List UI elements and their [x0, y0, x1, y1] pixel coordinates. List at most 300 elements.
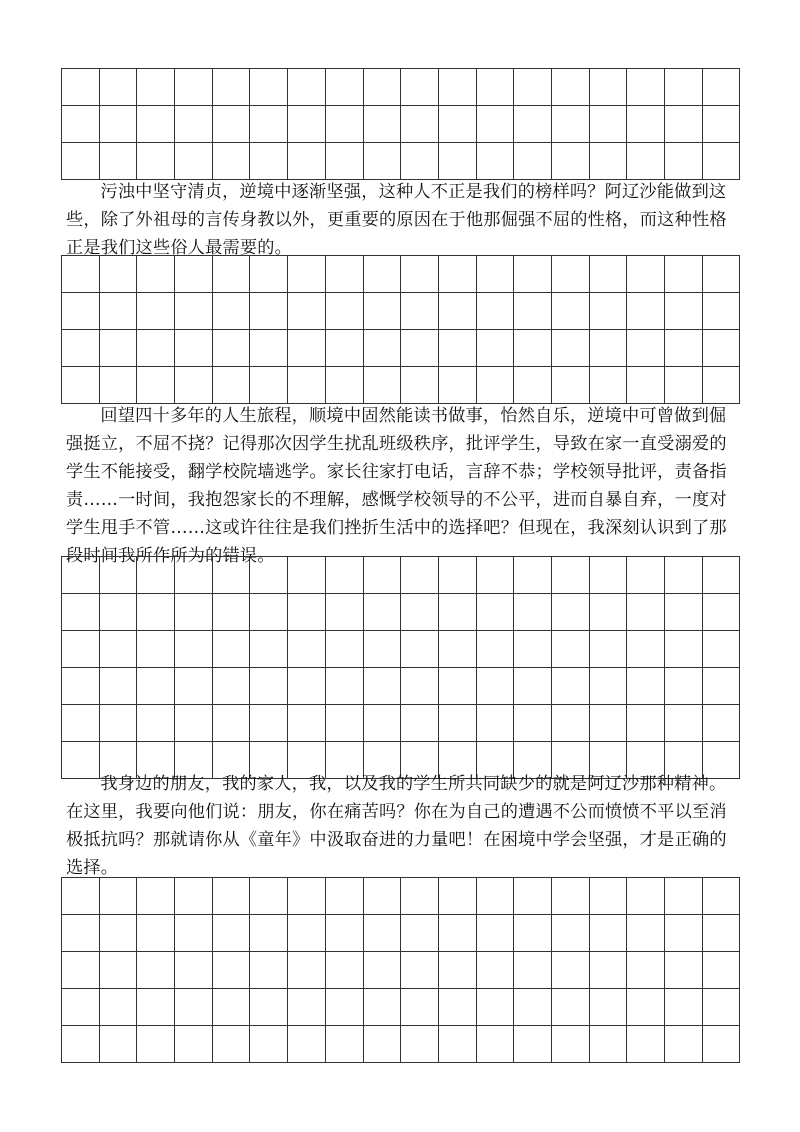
grid-cell [250, 106, 288, 143]
grid-cell [137, 952, 175, 989]
grid-cell [438, 594, 476, 631]
grid-cell [665, 1026, 703, 1063]
grid-cell [514, 106, 552, 143]
grid-cell [363, 668, 401, 705]
grid-cell [702, 952, 740, 989]
grid-cell [438, 367, 476, 404]
grid-cell [476, 1026, 514, 1063]
writing-grid-1 [61, 68, 740, 180]
grid-cell [401, 705, 439, 742]
grid-cell [288, 106, 326, 143]
grid-cell [363, 915, 401, 952]
grid-cell [175, 256, 213, 293]
grid-cell [99, 330, 137, 367]
grid-cell [589, 594, 627, 631]
grid-cell [363, 330, 401, 367]
grid-cell [401, 330, 439, 367]
grid-cell [514, 330, 552, 367]
grid-cell [627, 557, 665, 594]
grid-cell [514, 557, 552, 594]
grid-cell [175, 69, 213, 106]
grid-cell [551, 143, 589, 180]
grid-cell [212, 293, 250, 330]
grid-cell [175, 878, 213, 915]
grid-cell [175, 705, 213, 742]
grid-cell [665, 915, 703, 952]
grid-cell [175, 106, 213, 143]
grid-cell [325, 293, 363, 330]
grid-cell [702, 668, 740, 705]
grid-cell [62, 915, 100, 952]
grid-cell [99, 557, 137, 594]
grid-cell [99, 915, 137, 952]
grid-cell [99, 106, 137, 143]
grid-cell [514, 69, 552, 106]
grid-cell [665, 989, 703, 1026]
grid-row [62, 143, 740, 180]
grid-cell [476, 143, 514, 180]
grid-cell [476, 989, 514, 1026]
grid-cell [250, 668, 288, 705]
grid-cell [702, 1026, 740, 1063]
grid-cell [589, 952, 627, 989]
grid-row [62, 106, 740, 143]
grid-cell [665, 705, 703, 742]
grid-cell [665, 952, 703, 989]
grid-cell [438, 69, 476, 106]
grid-cell [665, 69, 703, 106]
grid-cell [325, 668, 363, 705]
grid-cell [627, 143, 665, 180]
grid-cell [401, 106, 439, 143]
grid-cell [62, 989, 100, 1026]
grid-cell [250, 367, 288, 404]
grid-cell [175, 143, 213, 180]
grid-cell [702, 594, 740, 631]
grid-cell [665, 256, 703, 293]
grid-cell [551, 256, 589, 293]
grid-cell [325, 1026, 363, 1063]
grid-cell [363, 1026, 401, 1063]
grid-cell [665, 594, 703, 631]
grid-cell [438, 557, 476, 594]
grid-cell [476, 878, 514, 915]
grid-cell [250, 557, 288, 594]
grid-cell [250, 594, 288, 631]
grid-cell [589, 631, 627, 668]
grid-cell [438, 106, 476, 143]
grid-cell [137, 367, 175, 404]
grid-cell [363, 989, 401, 1026]
grid-cell [325, 330, 363, 367]
grid-cell [551, 631, 589, 668]
writing-grid-4 [61, 877, 740, 1063]
grid-cell [288, 915, 326, 952]
grid-cell [99, 594, 137, 631]
grid-cell [589, 989, 627, 1026]
grid-cell [627, 69, 665, 106]
grid-cell [212, 915, 250, 952]
grid-cell [175, 367, 213, 404]
grid-cell [401, 367, 439, 404]
grid-cell [212, 631, 250, 668]
grid-cell [702, 330, 740, 367]
grid-cell [137, 594, 175, 631]
grid-cell [551, 705, 589, 742]
grid-cell [514, 705, 552, 742]
grid-row [62, 705, 740, 742]
grid-cell [363, 631, 401, 668]
grid-cell [438, 1026, 476, 1063]
grid-cell [589, 915, 627, 952]
grid-row [62, 878, 740, 915]
grid-cell [476, 106, 514, 143]
grid-cell [627, 705, 665, 742]
grid-cell [212, 367, 250, 404]
grid-cell [250, 1026, 288, 1063]
grid-cell [589, 668, 627, 705]
grid-cell [288, 293, 326, 330]
grid-cell [99, 1026, 137, 1063]
grid-cell [363, 705, 401, 742]
grid-cell [325, 106, 363, 143]
grid-cell [551, 1026, 589, 1063]
grid-cell [514, 668, 552, 705]
grid-cell [137, 69, 175, 106]
grid-cell [702, 69, 740, 106]
grid-cell [212, 106, 250, 143]
grid-row [62, 952, 740, 989]
grid-cell [438, 143, 476, 180]
grid-cell [702, 256, 740, 293]
grid-cell [401, 1026, 439, 1063]
grid-cell [250, 631, 288, 668]
grid-cell [438, 668, 476, 705]
grid-cell [363, 878, 401, 915]
grid-row [62, 256, 740, 293]
grid-cell [250, 69, 288, 106]
grid-cell [514, 256, 552, 293]
grid-cell [438, 915, 476, 952]
grid-cell [62, 1026, 100, 1063]
grid-cell [401, 989, 439, 1026]
grid-cell [665, 106, 703, 143]
grid-cell [212, 330, 250, 367]
grid-cell [476, 915, 514, 952]
grid-cell [250, 705, 288, 742]
grid-cell [589, 367, 627, 404]
grid-cell [62, 594, 100, 631]
grid-cell [363, 106, 401, 143]
grid-cell [401, 668, 439, 705]
grid-cell [665, 143, 703, 180]
grid-cell [627, 330, 665, 367]
grid-cell [62, 705, 100, 742]
grid-cell [288, 367, 326, 404]
grid-cell [438, 256, 476, 293]
grid-cell [137, 330, 175, 367]
grid-cell [250, 878, 288, 915]
grid-cell [137, 989, 175, 1026]
grid-cell [401, 631, 439, 668]
grid-cell [288, 557, 326, 594]
grid-row [62, 367, 740, 404]
grid-cell [589, 293, 627, 330]
grid-row [62, 631, 740, 668]
grid-cell [99, 367, 137, 404]
grid-cell [288, 878, 326, 915]
grid-cell [589, 878, 627, 915]
grid-cell [175, 1026, 213, 1063]
grid-cell [99, 989, 137, 1026]
grid-cell [250, 989, 288, 1026]
grid-cell [702, 106, 740, 143]
grid-cell [99, 256, 137, 293]
grid-row [62, 989, 740, 1026]
grid-cell [514, 1026, 552, 1063]
grid-cell [627, 878, 665, 915]
grid-cell [627, 256, 665, 293]
grid-cell [137, 557, 175, 594]
grid-cell [62, 330, 100, 367]
grid-cell [363, 143, 401, 180]
grid-cell [438, 878, 476, 915]
grid-cell [175, 952, 213, 989]
grid-cell [438, 705, 476, 742]
grid-cell [627, 915, 665, 952]
grid-cell [438, 631, 476, 668]
grid-cell [665, 631, 703, 668]
grid-cell [62, 293, 100, 330]
grid-cell [702, 878, 740, 915]
grid-cell [589, 256, 627, 293]
grid-cell [363, 256, 401, 293]
grid-cell [137, 705, 175, 742]
grid-cell [514, 594, 552, 631]
grid-cell [401, 915, 439, 952]
grid-cell [514, 367, 552, 404]
grid-cell [175, 631, 213, 668]
grid-cell [589, 143, 627, 180]
grid-cell [627, 1026, 665, 1063]
grid-cell [212, 143, 250, 180]
grid-cell [702, 631, 740, 668]
grid-cell [325, 594, 363, 631]
grid-cell [476, 256, 514, 293]
grid-row [62, 69, 740, 106]
grid-cell [137, 668, 175, 705]
grid-cell [99, 293, 137, 330]
grid-cell [514, 989, 552, 1026]
grid-cell [551, 293, 589, 330]
grid-cell [99, 143, 137, 180]
grid-cell [175, 293, 213, 330]
grid-cell [137, 106, 175, 143]
writing-grid-2 [61, 255, 740, 404]
grid-cell [702, 915, 740, 952]
grid-cell [99, 952, 137, 989]
grid-cell [137, 631, 175, 668]
grid-cell [325, 915, 363, 952]
grid-cell [401, 256, 439, 293]
grid-cell [212, 1026, 250, 1063]
paragraph-2: 回望四十多年的人生旅程，顺境中固然能读书做事，怡然自乐，逆境中可曾做到倔强挺立，不屈不挠？记得那次因学生扰乱班级秩序，批评学生，导致在家一直受溺爱的学生不能接受，翻学校院墙逃学。家长往家打电话，言辞不恭；学校领导批评，责备指责……一时间，我抱怨家长的不理解，感慨学校领导的不公平，进而自暴自弃，一度对学生甩手不管……这或许往往是我们挫折生活中的选择吧？但现在，我深刻认识到了那段时间我所作所为的错误。 [66, 406, 727, 566]
grid-cell [288, 631, 326, 668]
grid-cell [438, 293, 476, 330]
grid-cell [514, 915, 552, 952]
grid-cell [665, 330, 703, 367]
grid-row [62, 293, 740, 330]
grid-cell [627, 293, 665, 330]
grid-cell [627, 668, 665, 705]
grid-cell [175, 330, 213, 367]
grid-cell [325, 952, 363, 989]
grid-cell [137, 256, 175, 293]
grid-cell [514, 952, 552, 989]
grid-cell [363, 293, 401, 330]
grid-cell [551, 952, 589, 989]
grid-cell [665, 668, 703, 705]
grid-row [62, 557, 740, 594]
grid-cell [62, 143, 100, 180]
paragraph-3: 我身边的朋友，我的家人，我，以及我的学生所共同缺少的就是阿辽沙那种精神。在这里，我要向他们说：朋友，你在痛苦吗？你在为自己的遭遇不公而愤愤不平以至消极抵抗吗？那就请你从《童年》中汲取奋进的力量吧！在困境中学会坚强，才是正确的选择。 [66, 774, 727, 878]
grid-row [62, 1026, 740, 1063]
grid-cell [551, 594, 589, 631]
grid-cell [62, 367, 100, 404]
grid-cell [551, 330, 589, 367]
grid-cell [627, 594, 665, 631]
grid-cell [702, 367, 740, 404]
grid-cell [627, 631, 665, 668]
grid-cell [551, 106, 589, 143]
grid-cell [589, 557, 627, 594]
grid-cell [175, 915, 213, 952]
grid-cell [551, 915, 589, 952]
grid-cell [212, 989, 250, 1026]
grid-cell [250, 952, 288, 989]
grid-cell [325, 143, 363, 180]
grid-cell [401, 143, 439, 180]
grid-cell [288, 69, 326, 106]
grid-cell [137, 1026, 175, 1063]
grid-cell [62, 878, 100, 915]
grid-cell [665, 293, 703, 330]
grid-cell [551, 668, 589, 705]
grid-cell [589, 1026, 627, 1063]
grid-cell [212, 557, 250, 594]
grid-cell [551, 367, 589, 404]
grid-cell [325, 367, 363, 404]
grid-cell [363, 69, 401, 106]
grid-cell [401, 293, 439, 330]
grid-cell [476, 293, 514, 330]
grid-cell [325, 705, 363, 742]
grid-cell [250, 256, 288, 293]
grid-cell [212, 878, 250, 915]
grid-cell [325, 989, 363, 1026]
grid-cell [250, 330, 288, 367]
grid-cell [212, 256, 250, 293]
grid-row [62, 668, 740, 705]
grid-cell [288, 989, 326, 1026]
grid-cell [250, 293, 288, 330]
grid-cell [702, 989, 740, 1026]
grid-cell [401, 878, 439, 915]
grid-cell [476, 952, 514, 989]
grid-cell [702, 293, 740, 330]
grid-cell [62, 106, 100, 143]
grid-cell [137, 143, 175, 180]
grid-cell [627, 367, 665, 404]
grid-cell [137, 293, 175, 330]
grid-cell [62, 952, 100, 989]
grid-cell [363, 594, 401, 631]
grid-cell [476, 594, 514, 631]
grid-cell [476, 367, 514, 404]
grid-cell [288, 668, 326, 705]
grid-cell [589, 705, 627, 742]
grid-cell [665, 367, 703, 404]
writing-grid-3 [61, 556, 740, 779]
grid-cell [288, 1026, 326, 1063]
grid-cell [212, 705, 250, 742]
grid-cell [514, 631, 552, 668]
grid-cell [99, 668, 137, 705]
grid-cell [212, 952, 250, 989]
grid-cell [665, 878, 703, 915]
grid-cell [137, 915, 175, 952]
grid-cell [288, 705, 326, 742]
grid-cell [288, 594, 326, 631]
grid-cell [551, 878, 589, 915]
grid-cell [627, 106, 665, 143]
grid-cell [212, 69, 250, 106]
grid-cell [288, 952, 326, 989]
grid-cell [288, 330, 326, 367]
grid-cell [62, 256, 100, 293]
grid-cell [363, 952, 401, 989]
grid-row [62, 330, 740, 367]
grid-cell [702, 705, 740, 742]
grid-cell [589, 330, 627, 367]
grid-cell [325, 557, 363, 594]
grid-cell [325, 256, 363, 293]
grid-cell [514, 143, 552, 180]
grid-cell [665, 557, 703, 594]
grid-cell [212, 668, 250, 705]
grid-cell [476, 69, 514, 106]
grid-cell [401, 952, 439, 989]
grid-cell [99, 69, 137, 106]
grid-cell [401, 69, 439, 106]
grid-row [62, 594, 740, 631]
grid-row [62, 915, 740, 952]
grid-cell [175, 557, 213, 594]
grid-cell [99, 705, 137, 742]
grid-cell [702, 143, 740, 180]
grid-cell [438, 952, 476, 989]
grid-cell [476, 668, 514, 705]
grid-cell [551, 69, 589, 106]
grid-cell [137, 878, 175, 915]
grid-cell [363, 557, 401, 594]
grid-cell [401, 594, 439, 631]
grid-cell [325, 69, 363, 106]
grid-cell [476, 330, 514, 367]
grid-cell [175, 989, 213, 1026]
grid-cell [62, 631, 100, 668]
grid-cell [175, 668, 213, 705]
